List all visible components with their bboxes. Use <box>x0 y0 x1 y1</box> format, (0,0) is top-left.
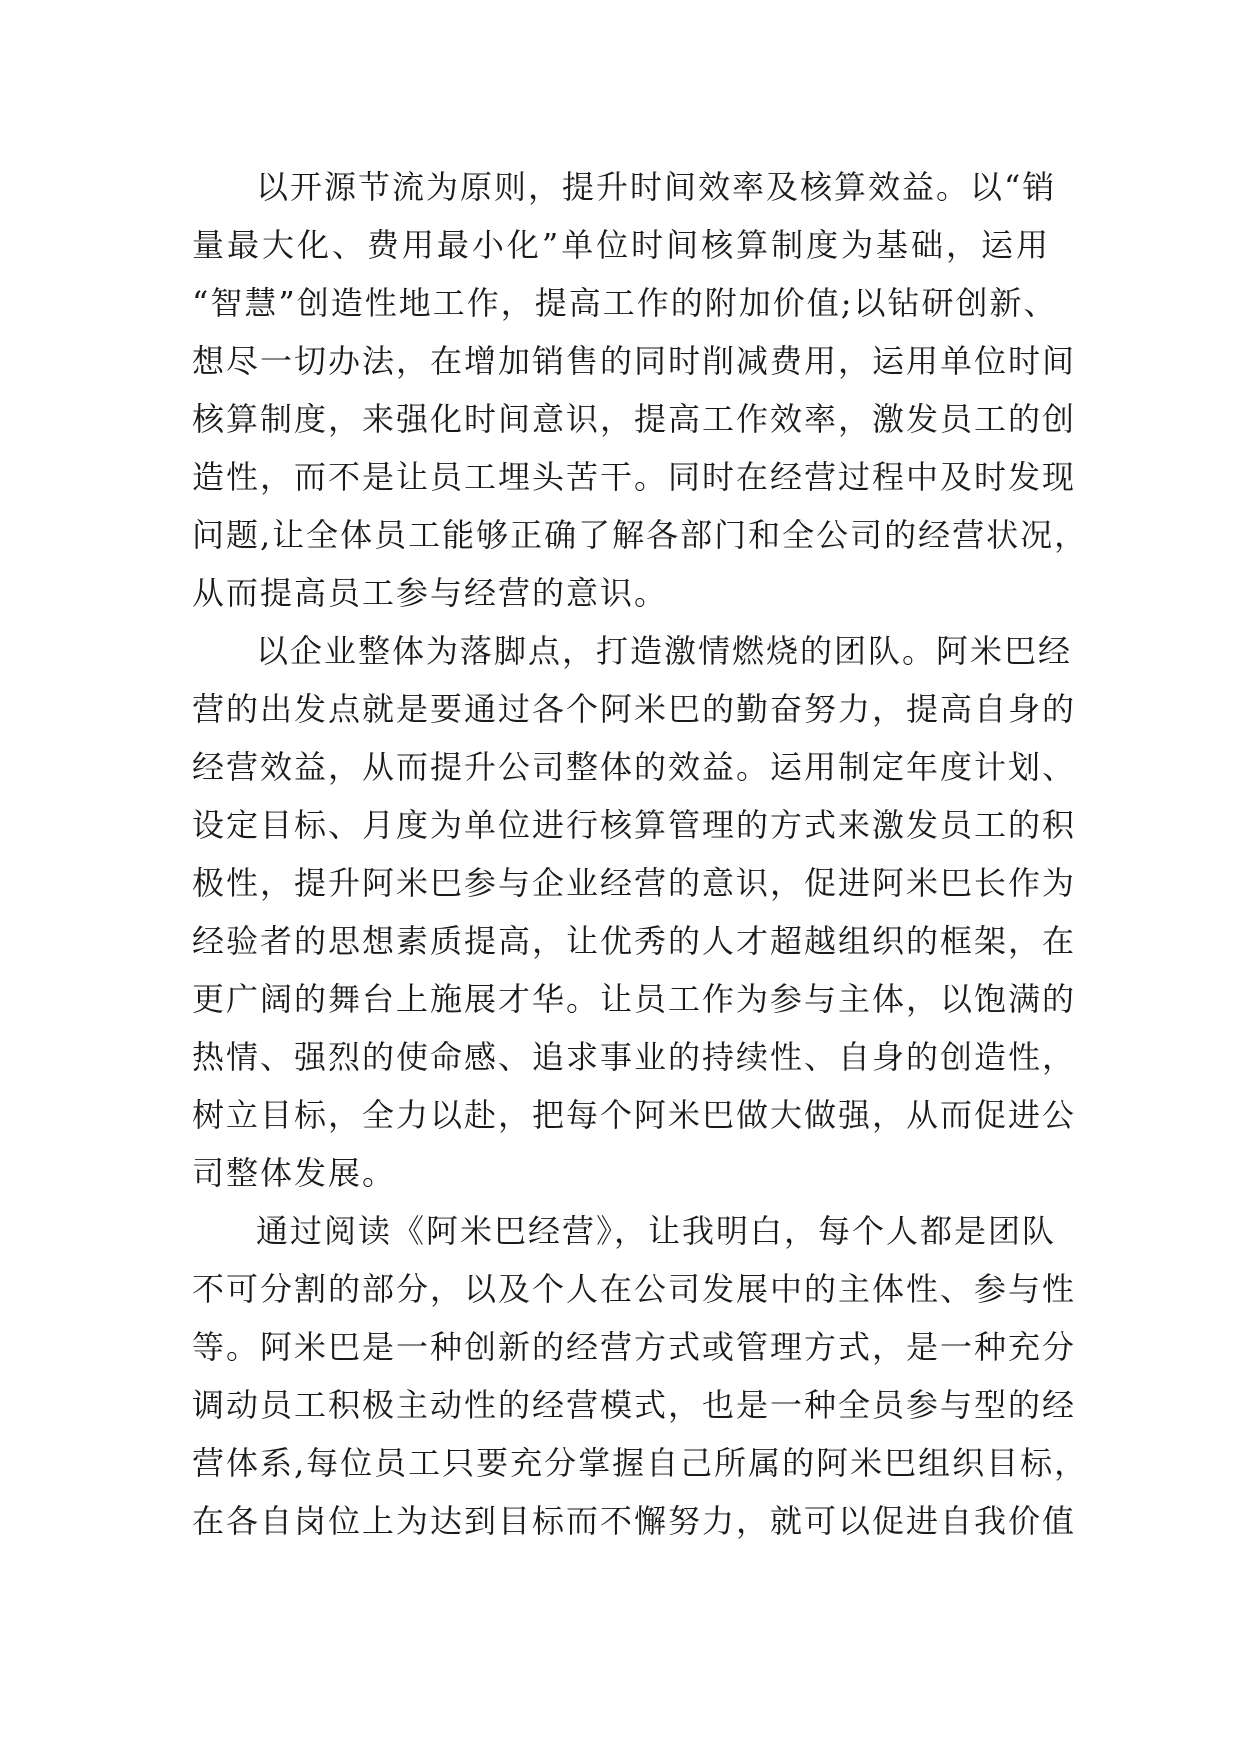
paragraph-line: 不可分割的部分，以及个人在公司发展中的主体性、参与性 <box>192 1270 1077 1308</box>
paragraph-1 <box>192 158 1089 622</box>
paragraph-line: 在各自岗位上为达到目标而不懈努力，就可以促进自我价值 <box>192 1502 1077 1540</box>
paragraph-line: 问题,让全体员工能够正确了解各部门和全公司的经营状况， <box>192 516 1089 554</box>
paragraph-line: 热情、强烈的使命感、追求事业的持续性、自身的创造性， <box>192 1038 1077 1076</box>
paragraph-line: 设定目标、月度为单位进行核算管理的方式来激发员工的积 <box>192 806 1077 844</box>
paragraph-line: 想尽一切办法，在增加销售的同时削减费用，运用单位时间 <box>192 342 1077 380</box>
paragraph-line: 调动员工积极主动性的经营模式，也是一种全员参与型的经 <box>192 1386 1077 1424</box>
paragraph-line: 更广阔的舞台上施展才华。让员工作为参与主体，以饱满的 <box>192 980 1077 1018</box>
paragraph-line: “智慧”创造性地工作，提高工作的附加价值;以钻研创新、 <box>192 284 1058 322</box>
paragraph-line: 营的出发点就是要通过各个阿米巴的勤奋努力，提高自身的 <box>192 690 1077 728</box>
paragraph-line: 以企业整体为落脚点，打造激情燃烧的团队。阿米巴经 <box>256 632 1073 670</box>
paragraph-line: 营体系,每位员工只要充分掌握自己所属的阿米巴组织目标， <box>192 1444 1089 1482</box>
paragraph-line: 经营效益，从而提升公司整体的效益。运用制定年度计划、 <box>192 748 1077 786</box>
paragraph-3 <box>192 1202 1089 1550</box>
paragraph-line: 以开源节流为原则，提升时间效率及核算效益。以“销 <box>256 168 1057 206</box>
paragraph-line: 从而提高员工参与经营的意识。 <box>192 574 669 612</box>
paragraph-line: 核算制度，来强化时间意识，提高工作效率，激发员工的创 <box>192 400 1077 438</box>
paragraph-2 <box>192 622 1077 1202</box>
paragraph-line: 量最大化、费用最小化”单位时间核算制度为基础，运用 <box>192 226 1050 264</box>
paragraph-line: 通过阅读《阿米巴经营》，让我明白，每个人都是团队 <box>256 1212 1057 1250</box>
paragraph-line: 极性，提升阿米巴参与企业经营的意识，促进阿米巴长作为 <box>192 864 1077 902</box>
paragraph-line: 造性，而不是让员工埋头苦干。同时在经营过程中及时发现 <box>192 458 1077 496</box>
document-body <box>192 158 1089 1550</box>
paragraph-line: 经验者的思想素质提高，让优秀的人才超越组织的框架，在 <box>192 922 1077 960</box>
paragraph-line: 司整体发展。 <box>192 1154 397 1192</box>
paragraph-line: 树立目标，全力以赴，把每个阿米巴做大做强，从而促进公 <box>192 1096 1077 1134</box>
paragraph-line: 等。阿米巴是一种创新的经营方式或管理方式，是一种充分 <box>192 1328 1077 1366</box>
